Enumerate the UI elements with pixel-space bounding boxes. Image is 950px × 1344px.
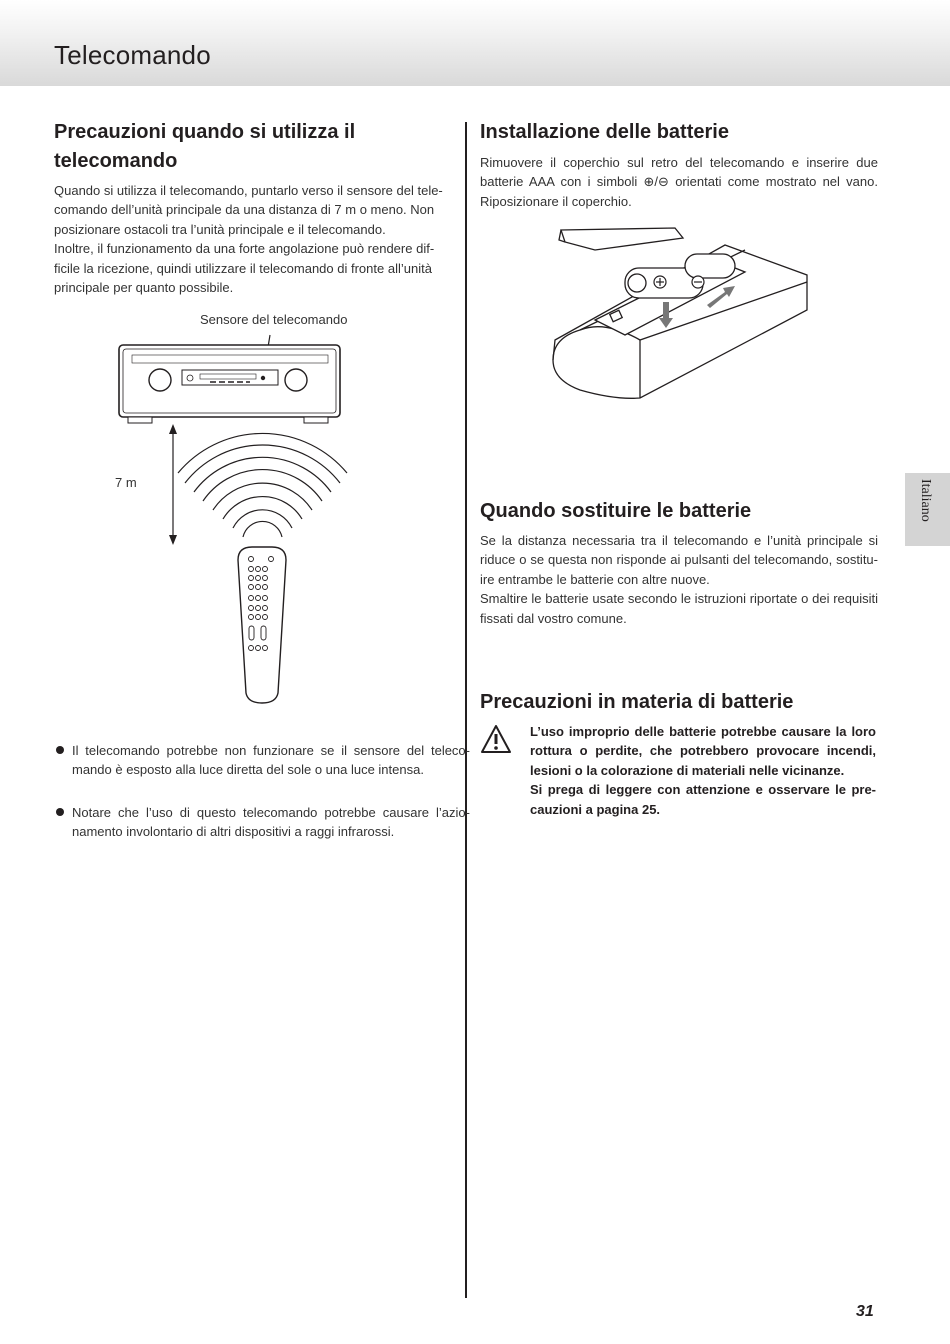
battery-replace-heading: Quando sostituire le batterie bbox=[480, 500, 752, 522]
page-number: 31 bbox=[856, 1303, 874, 1320]
language-tab-label: Italiano bbox=[918, 479, 933, 522]
distance-label: 7 m bbox=[115, 475, 137, 490]
battery-install-heading: Installazione delle batterie bbox=[480, 121, 729, 143]
battery-warning-text: L’uso improprio delle batterie potrebbe causare la loro rottura o perdite, che potrebbero provocare incendi, lesioni o la colorazione di materiali nelle vicinanze. Si prega di leggere con attenzione e osservare le pre-cauzioni a pagina 25. bbox=[530, 724, 876, 817]
column-divider bbox=[465, 122, 467, 1298]
bullet-dot bbox=[56, 808, 64, 816]
bullet-dot bbox=[56, 746, 64, 754]
remote-precautions-heading: Precauzioni quando si utilizza il telecomando bbox=[54, 121, 356, 172]
language-tab bbox=[905, 473, 950, 546]
remote-precautions-text: Quando si utilizza il telecomando, puntarlo verso il sensore del tele- comando dell’unità principale da una distanza di 7 m o meno. Non posizionare ostacoli tra l’unità principale e il telecomando. Inoltre, il funzionamento da una forte angolazione può rendere dif- ficile la ricezione, quindi utilizzare il telecomando di fronte all’unità principale per quanto possibile. bbox=[54, 183, 443, 296]
battery-install-text: Rimuovere il coperchio sul retro del telecomando e inserire due batterie AAA con i simboli ⊕/⊖ orientati come mostrato nel vano. Riposizionare il coperchio. bbox=[480, 155, 878, 209]
battery-replace-text: Se la distanza necessaria tra il telecomando e l’unità principale si riduce o se questa non risponde ai pulsanti del telecomando, sostitu-ire entrambe le batterie con altre nuove. Smaltire le batterie usate secondo le istruzioni riportate o dei requisiti fissati dal vostro comune. bbox=[480, 533, 878, 626]
bullet-sunlight: Il telecomando potrebbe non funzionare se il sensore del teleco-mando è esposto alla luce diretta del sole o una luce intensa. bbox=[56, 741, 470, 780]
battery-precautions-heading: Precauzioni in materia di batterie bbox=[480, 691, 794, 713]
remote-range-illustration bbox=[110, 325, 360, 710]
polarity-symbols: ⊕/⊖ bbox=[643, 174, 669, 190]
sensor-label: Sensore del telecomando bbox=[200, 312, 348, 327]
warning-icon bbox=[480, 724, 512, 754]
bullet-infrared: Notare che l’uso di questo telecomando potrebbe causare l’azio-namento involontario di altri dispositivi a raggi infrarossi. bbox=[56, 803, 470, 842]
page-title: Telecomando bbox=[54, 40, 211, 70]
battery-install-illustration bbox=[545, 220, 810, 405]
